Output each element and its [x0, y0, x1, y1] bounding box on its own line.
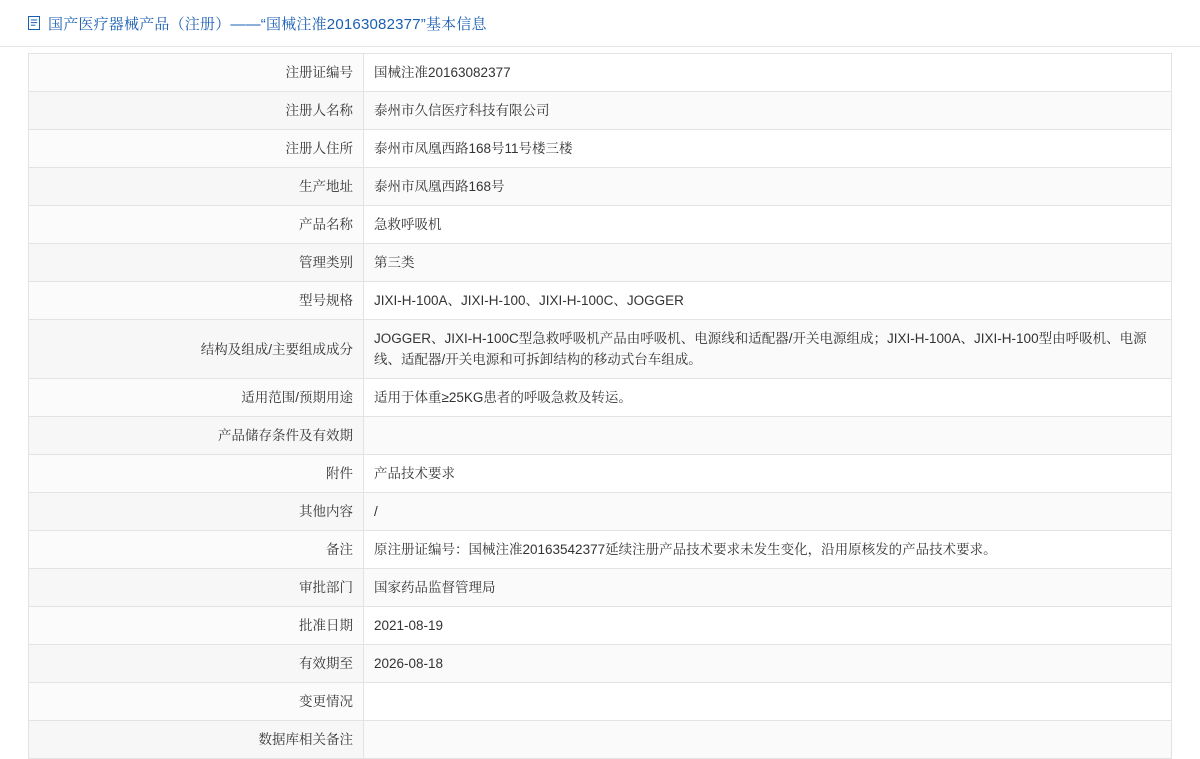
row-label: 结构及组成/主要组成成分 — [29, 320, 364, 379]
row-value: 泰州市久信医疗科技有限公司 — [364, 92, 1172, 130]
row-label: 注册证编号 — [29, 54, 364, 92]
table-row — [29, 206, 1172, 244]
table-row — [29, 92, 1172, 130]
row-label: 审批部门 — [29, 569, 364, 607]
row-value: JOGGER、JIXI-H-100C型急救呼吸机产品由呼吸机、电源线和适配器/开关电源组成；JIXI-H-100A、JIXI-H-100型由呼吸机、电源线、适配器/开关电源和可拆卸结构的移动式台车组成。 — [364, 320, 1172, 379]
row-label: 产品储存条件及有效期 — [29, 417, 364, 455]
table-row — [29, 320, 1172, 379]
row-label: 其他内容 — [29, 493, 364, 531]
table-row — [29, 244, 1172, 282]
row-label: 变更情况 — [29, 683, 364, 721]
table-row — [29, 569, 1172, 607]
row-label: 管理类别 — [29, 244, 364, 282]
row-value — [364, 721, 1172, 759]
row-value: JIXI-H-100A、JIXI-H-100、JIXI-H-100C、JOGGER — [364, 282, 1172, 320]
row-label: 型号规格 — [29, 282, 364, 320]
row-value: 适用于体重≥25KG患者的呼吸急救及转运。 — [364, 379, 1172, 417]
table-row — [29, 168, 1172, 206]
page-header — [0, 0, 1200, 47]
table-row — [29, 455, 1172, 493]
table-row — [29, 282, 1172, 320]
row-value: 第三类 — [364, 244, 1172, 282]
table-row — [29, 130, 1172, 168]
table-row — [29, 721, 1172, 759]
table-row — [29, 531, 1172, 569]
table-row — [29, 607, 1172, 645]
document-icon — [26, 15, 42, 31]
row-value: 泰州市凤凰西路168号11号楼三楼 — [364, 130, 1172, 168]
row-value: 国械注准20163082377 — [364, 54, 1172, 92]
row-value: 原注册证编号：国械注准20163542377延续注册产品技术要求未发生变化，沿用原核发的产品技术要求。 — [364, 531, 1172, 569]
row-label: 适用范围/预期用途 — [29, 379, 364, 417]
table-row — [29, 54, 1172, 92]
row-value: 2021-08-19 — [364, 607, 1172, 645]
table-row — [29, 645, 1172, 683]
table-body — [29, 54, 1172, 759]
row-value — [364, 417, 1172, 455]
table-row — [29, 379, 1172, 417]
row-value: / — [364, 493, 1172, 531]
info-table-wrapper — [0, 53, 1200, 759]
product-info-table — [28, 53, 1172, 759]
row-value: 产品技术要求 — [364, 455, 1172, 493]
row-value — [364, 683, 1172, 721]
row-label: 注册人住所 — [29, 130, 364, 168]
row-label: 备注 — [29, 531, 364, 569]
row-value: 国家药品监督管理局 — [364, 569, 1172, 607]
row-label: 附件 — [29, 455, 364, 493]
row-value: 急救呼吸机 — [364, 206, 1172, 244]
row-value: 2026-08-18 — [364, 645, 1172, 683]
row-label: 批准日期 — [29, 607, 364, 645]
table-row — [29, 493, 1172, 531]
row-label: 数据库相关备注 — [29, 721, 364, 759]
table-row — [29, 683, 1172, 721]
row-label: 有效期至 — [29, 645, 364, 683]
table-row — [29, 417, 1172, 455]
row-label: 产品名称 — [29, 206, 364, 244]
row-value: 泰州市凤凰西路168号 — [364, 168, 1172, 206]
row-label: 注册人名称 — [29, 92, 364, 130]
row-label: 生产地址 — [29, 168, 364, 206]
page-title: 国产医疗器械产品（注册）——“国械注准20163082377”基本信息 — [48, 15, 487, 33]
